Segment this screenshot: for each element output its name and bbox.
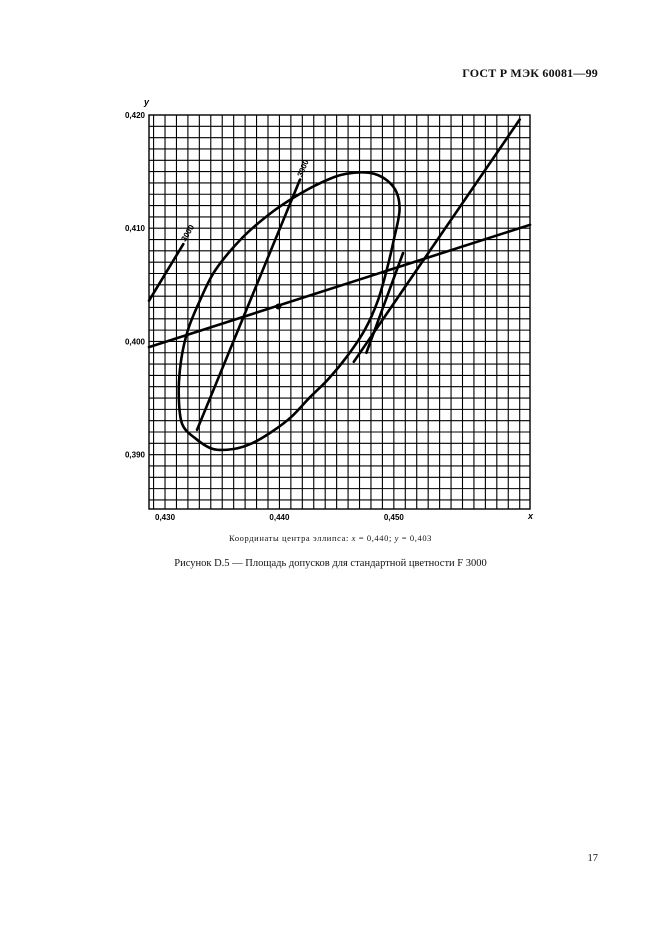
y-tick-label: 0,420 bbox=[124, 111, 145, 120]
caption-y-value: = 0,403 bbox=[399, 533, 433, 543]
y-tick-label: 0,410 bbox=[124, 224, 145, 234]
cct-line-5 bbox=[149, 244, 183, 301]
x-tick-label: 0,440 bbox=[269, 513, 290, 522]
caption-prefix: Координаты центра эллипса: bbox=[228, 533, 352, 543]
y-axis-label: y bbox=[144, 97, 150, 107]
x-tick-label: 0,450 bbox=[383, 513, 404, 522]
x-tick-label: 0,430 bbox=[155, 513, 176, 522]
figure-caption: Рисунок D.5 — Площадь допусков для стандартной цветности F 3000 bbox=[174, 558, 487, 569]
ellipse-center-caption bbox=[0, 533, 661, 543]
x-axis-label: x bbox=[528, 511, 534, 521]
y-tick-label: 0,390 bbox=[124, 450, 145, 460]
ellipse-center-point bbox=[275, 303, 281, 309]
line-label-5: 3000 bbox=[179, 223, 197, 244]
caption-x-value: = 0,440; bbox=[356, 533, 395, 543]
y-tick-label: 0,400 bbox=[124, 337, 145, 347]
document-code-header: ГОСТ Р МЭК 60081—99 bbox=[462, 66, 598, 80]
cct-line-2 bbox=[354, 120, 520, 362]
page-number: 17 bbox=[587, 853, 598, 864]
tolerance-ellipse bbox=[179, 172, 400, 450]
line-label-1: 3000 bbox=[295, 158, 311, 179]
caption-x-var: x bbox=[351, 533, 357, 543]
caption-y-var: y bbox=[394, 533, 400, 543]
